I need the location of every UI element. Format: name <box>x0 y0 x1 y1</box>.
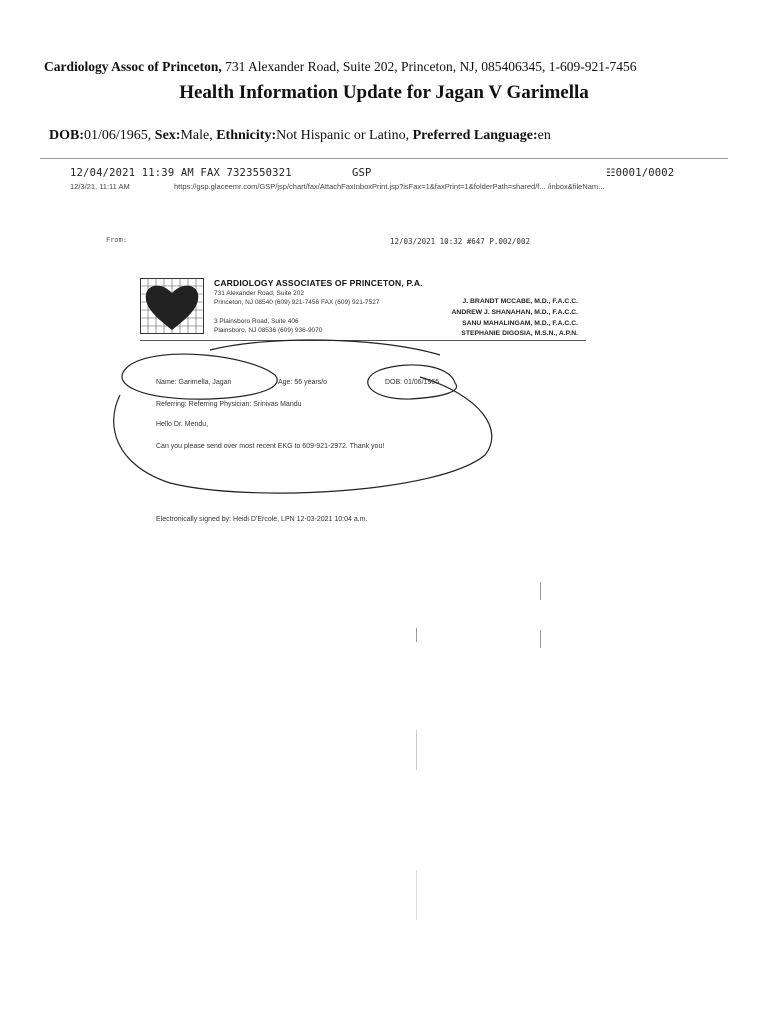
electronic-signature: Electronically signed by: Heidi D'Ercole, LPN 12-03-2021 10:04 a.m. <box>156 516 368 523</box>
letterhead-address-line-3: 3 Plainsboro Road, Suite 406 <box>214 318 299 325</box>
patient-age: Age: 56 years/o <box>278 379 328 386</box>
handwritten-circle-marks <box>100 325 500 495</box>
sex-value: Male, <box>180 128 213 143</box>
physician-name: J. BRANDT MCCABE, M.D., F.A.C.C. <box>462 298 578 305</box>
letterhead-address-line-2: Princeton, NJ 08540 (609) 921-7456 FAX (609) 921-7527 <box>214 299 380 306</box>
scan-artifact <box>416 628 417 642</box>
letter-body: Can you please send over most recent EKG to 609-921-2972. Thank you! <box>156 443 385 450</box>
practice-name: Cardiology Assoc of Princeton, <box>44 59 222 74</box>
ethnicity-label: Ethnicity: <box>212 128 277 143</box>
patient-dob: DOB: 01/06/1965 <box>385 379 440 386</box>
physician-name: ANDREW J. SHANAHAN, M.D., F.A.C.C. <box>451 309 578 316</box>
fax-timestamp: 12/04/2021 11:39 AM FAX 7323550321 <box>70 167 292 179</box>
dob-value: 01/06/1965, <box>84 128 152 143</box>
practice-line <box>44 59 636 75</box>
scan-artifact <box>540 582 541 600</box>
fax-from-label: From: <box>106 236 128 244</box>
fax-page-number: ☷0001/0002 <box>606 167 675 179</box>
language-value: en <box>537 128 551 143</box>
dob-label: DOB: <box>49 128 84 143</box>
scan-artifact <box>416 870 417 920</box>
letter-greeting: Hello Dr. Mendu, <box>156 421 209 428</box>
scan-artifact <box>540 630 541 648</box>
referring-physician: Referring: Referring Physician: Srinivas Mandu <box>156 401 302 408</box>
practice-address: 731 Alexander Road, Suite 202, Princeton, NJ, 085406345, 1-609-921-7456 <box>221 59 637 74</box>
fax-page-icon: ☷ <box>606 167 616 179</box>
ethnicity-value: Not Hispanic or Latino, <box>276 128 410 143</box>
sex-label: Sex: <box>151 128 181 143</box>
fax-url: https://gsp.glaceemr.com/GSP/jsp/chart/fax/AttachFaxInboxPrint.jsp?isFax=1&faxPrint=1&folderPath=shared/f... /inbox&fileNam... <box>174 182 605 191</box>
fax-sub-date: 12/3/21, 11:11 AM <box>70 182 130 191</box>
header-divider <box>40 158 728 159</box>
physician-name: STEPHANIE DIGOSIA, M.S.N., A.P.N. <box>461 330 578 337</box>
demographics-line <box>49 128 551 144</box>
physician-name: SANU MAHALINGAM, M.D., F.A.C.C. <box>462 320 578 327</box>
scan-artifact <box>416 730 417 770</box>
letterhead-address-line-4: Plainsboro, NJ 08536 (609) 936-9070 <box>214 327 323 334</box>
patient-name: Name: Garimella, Jagan <box>156 379 232 386</box>
document-title: Health Information Update for Jagan V Garimella <box>179 82 589 103</box>
letterhead-address-line-1: 731 Alexander Road, Suite 202 <box>214 290 304 297</box>
fax-url-line <box>70 182 680 192</box>
fax-header <box>70 167 690 181</box>
fax-sender: GSP <box>352 167 372 179</box>
fax-received-time: 12/03/2021 10:32 #647 P.002/002 <box>390 237 530 246</box>
letterhead-org-name: CARDIOLOGY ASSOCIATES OF PRINCETON, P.A. <box>214 278 423 288</box>
language-label: Preferred Language: <box>409 128 538 143</box>
